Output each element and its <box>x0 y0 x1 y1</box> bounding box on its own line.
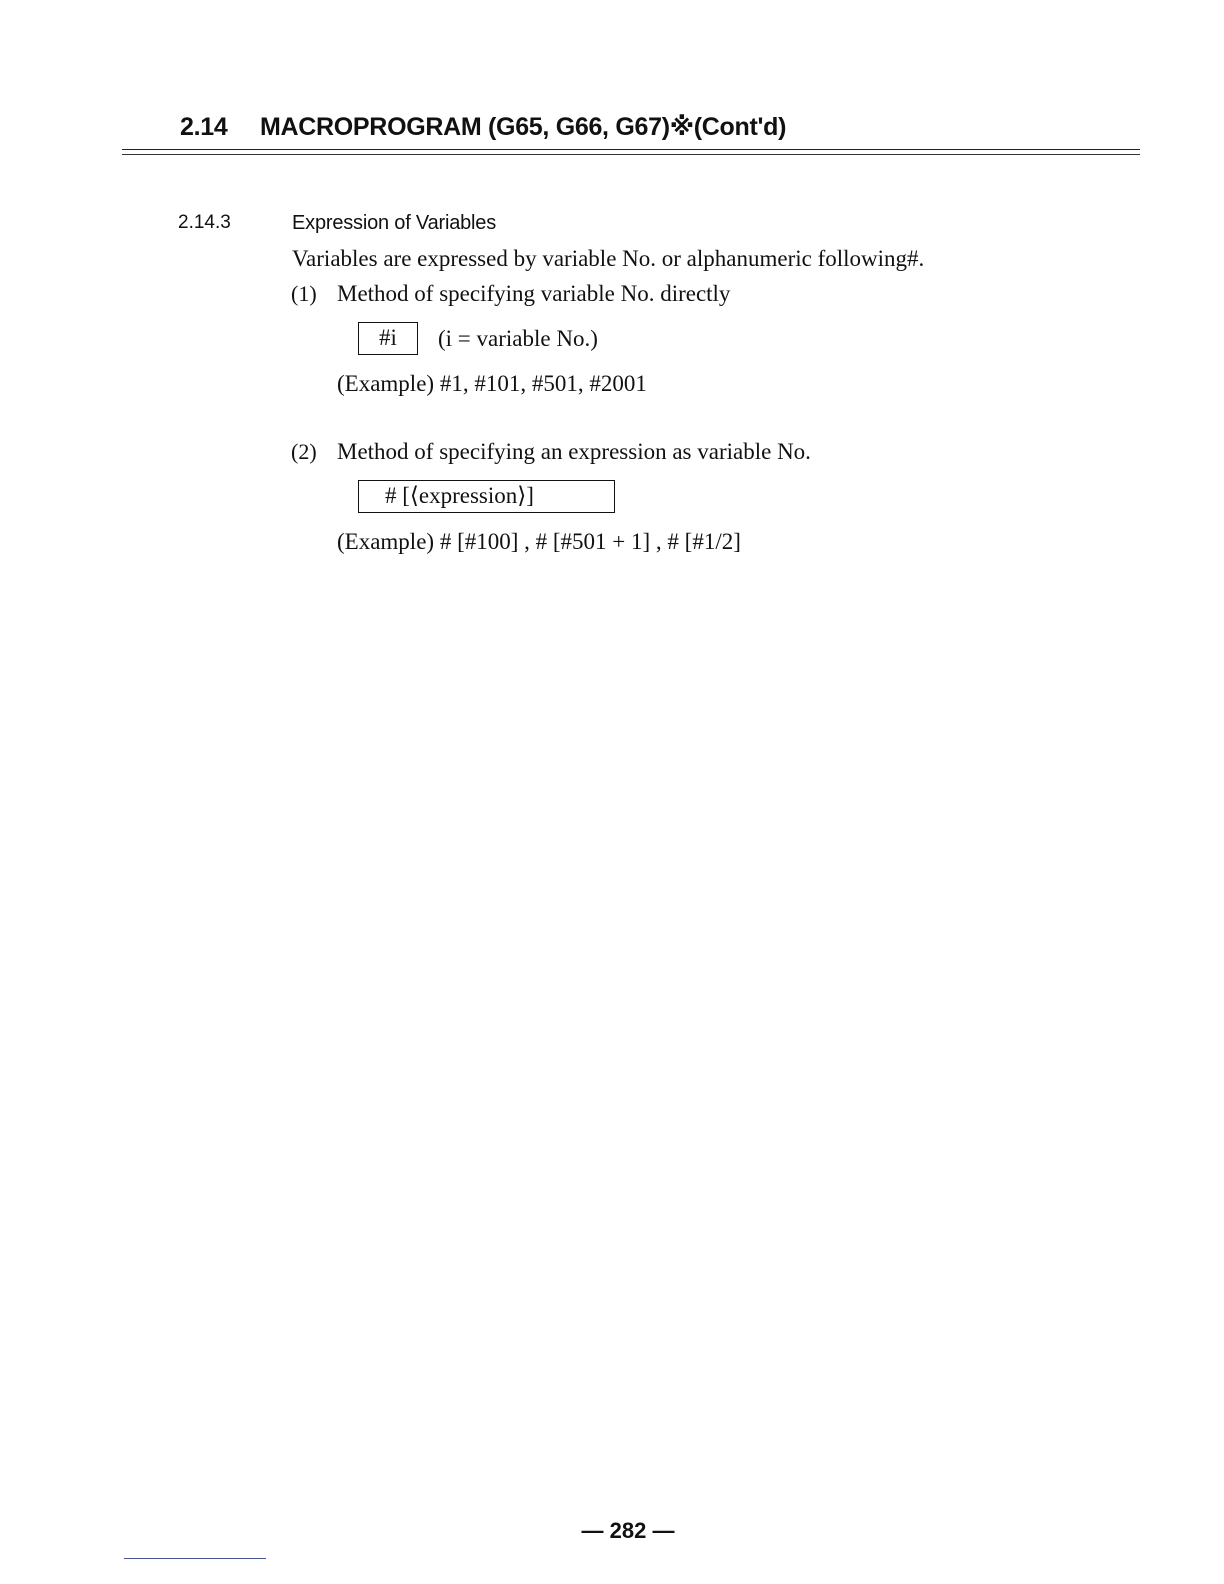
header-rule-top <box>122 149 1140 150</box>
item-2-text: Method of specifying an expression as variable No. <box>337 439 811 464</box>
header-section-number: 2.14 <box>180 113 228 141</box>
item-1-text: Method of specifying variable No. directly <box>337 281 731 306</box>
subsection-title: Expression of Variables <box>292 212 497 234</box>
subsection-number: 2.14.3 <box>178 212 231 233</box>
header-title: MACROPROGRAM (G65, G66, G67)※(Cont'd) <box>260 113 787 141</box>
item-2-marker: (2) <box>291 439 317 464</box>
page-number: — 282 — <box>581 1518 675 1543</box>
item-1-example: (Example) #1, #101, #501, #2001 <box>337 371 647 396</box>
item-2-syntax-box: # [⟨expression⟩] <box>358 480 615 513</box>
header-rule-bottom <box>122 154 1140 155</box>
intro-paragraph: Variables are expressed by variable No. or alphanumeric following#. <box>292 246 925 271</box>
item-1-marker: (1) <box>291 281 317 306</box>
item-2-example: (Example) # [#100] , # [#501 + 1] , # [#1/2] <box>337 529 741 554</box>
page-header <box>180 112 786 142</box>
item-1-syntax-box: #i <box>358 322 418 355</box>
footer-rule <box>124 1558 266 1559</box>
item-1-syntax-note: (i = variable No.) <box>438 326 598 351</box>
